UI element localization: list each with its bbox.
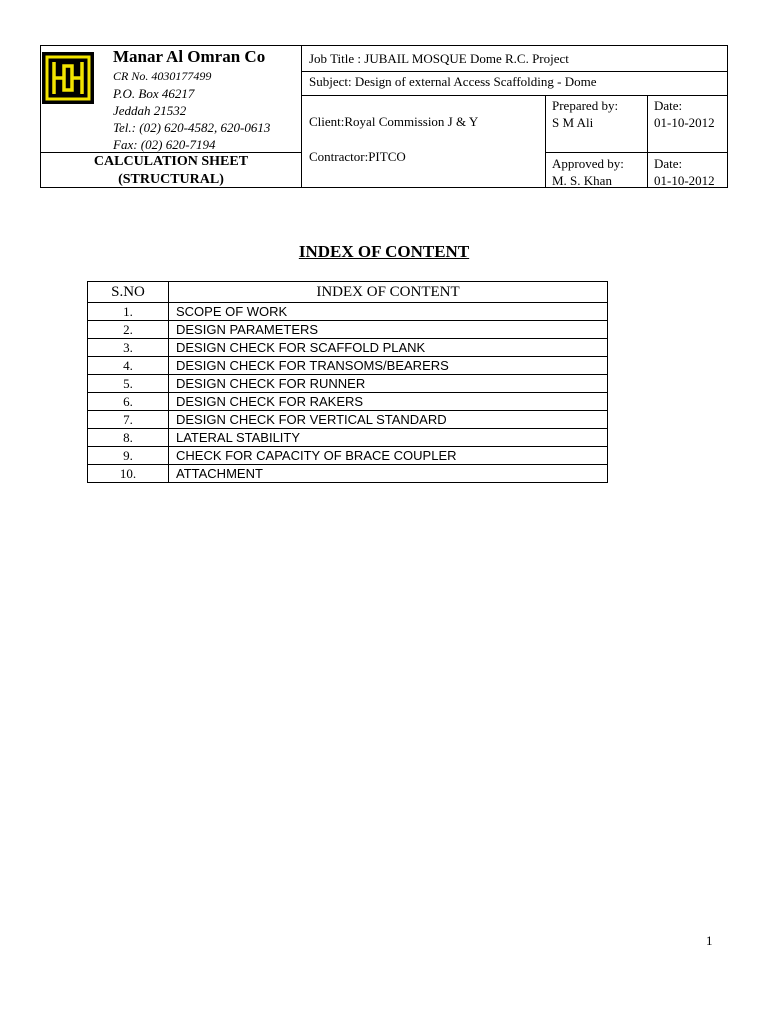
row-number: 1. — [88, 303, 169, 321]
company-name: Manar Al Omran Co — [113, 47, 266, 66]
index-table — [87, 281, 608, 483]
row-text: DESIGN CHECK FOR VERTICAL STANDARD — [169, 411, 608, 429]
table-row — [88, 321, 608, 339]
row-text: CHECK FOR CAPACITY OF BRACE COUPLER — [169, 447, 608, 465]
table-row — [88, 429, 608, 447]
column-header-index: INDEX OF CONTENT — [169, 282, 608, 303]
approved-date — [654, 155, 715, 189]
row-number: 5. — [88, 375, 169, 393]
row-number: 2. — [88, 321, 169, 339]
row-text: SCOPE OF WORK — [169, 303, 608, 321]
table-header-row — [88, 282, 608, 303]
calculation-sheet-label — [40, 153, 302, 189]
row-number: 9. — [88, 447, 169, 465]
row-number: 8. — [88, 429, 169, 447]
city: Jeddah 21532 — [113, 103, 187, 118]
index-title-text: INDEX OF CONTENT — [298, 242, 470, 261]
company-logo — [42, 52, 94, 104]
row-text: LATERAL STABILITY — [169, 429, 608, 447]
row-number: 3. — [88, 339, 169, 357]
row-number: 4. — [88, 357, 169, 375]
row-number: 6. — [88, 393, 169, 411]
cr-number: CR No. 4030177499 — [113, 69, 212, 83]
date-label: Date: — [654, 98, 683, 113]
index-title — [0, 242, 768, 262]
header-divider-right-2 — [301, 95, 728, 96]
page-number: 1 — [706, 933, 713, 948]
row-text: ATTACHMENT — [169, 465, 608, 483]
table-row — [88, 339, 608, 357]
table-row — [88, 465, 608, 483]
job-title: Job Title : JUBAIL MOSQUE Dome R.C. Project — [309, 51, 569, 66]
fax: Fax: (02) 620-7194 — [113, 137, 216, 152]
contractor: Contractor:PITCO — [309, 149, 406, 164]
po-box: P.O. Box 46217 — [113, 86, 195, 101]
table-row — [88, 411, 608, 429]
table-row — [88, 375, 608, 393]
prepared-name: S M Ali — [552, 115, 594, 130]
row-text: DESIGN CHECK FOR TRANSOMS/BEARERS — [169, 357, 608, 375]
calc-line-1: CALCULATION SHEET — [93, 154, 249, 169]
header-divider-signoff — [545, 152, 728, 153]
row-number: 7. — [88, 411, 169, 429]
row-text: DESIGN PARAMETERS — [169, 321, 608, 339]
approved-name: M. S. Khan — [552, 173, 612, 188]
table-row — [88, 303, 608, 321]
table-row — [88, 357, 608, 375]
subject: Subject: Design of external Access Scaffolding - Dome — [309, 74, 597, 89]
date-value: 01-10-2012 — [654, 173, 715, 188]
row-text: DESIGN CHECK FOR SCAFFOLD PLANK — [169, 339, 608, 357]
company-contact-info — [113, 68, 270, 153]
prepared-by — [552, 97, 618, 131]
header-divider-right-1 — [301, 71, 728, 72]
prepared-date — [654, 97, 715, 131]
header-divider-signoff-v2 — [647, 95, 648, 188]
client: Client:Royal Commission J & Y — [309, 114, 479, 129]
date-label: Date: — [654, 156, 683, 171]
row-text: DESIGN CHECK FOR RUNNER — [169, 375, 608, 393]
index-table-body — [88, 303, 608, 483]
calc-line-2: (STRUCTURAL) — [118, 172, 224, 187]
approved-by — [552, 155, 624, 189]
prepared-label: Prepared by: — [552, 98, 619, 113]
row-text: DESIGN CHECK FOR RAKERS — [169, 393, 608, 411]
header-divider-signoff-v1 — [545, 95, 546, 188]
telephone: Tel.: (02) 620-4582, 620-0613 — [113, 120, 271, 135]
column-header-sno: S.NO — [88, 282, 169, 303]
row-number: 10. — [88, 465, 169, 483]
table-row — [88, 393, 608, 411]
date-value: 01-10-2012 — [654, 115, 715, 130]
approved-label: Approved by: — [552, 156, 624, 171]
table-row — [88, 447, 608, 465]
